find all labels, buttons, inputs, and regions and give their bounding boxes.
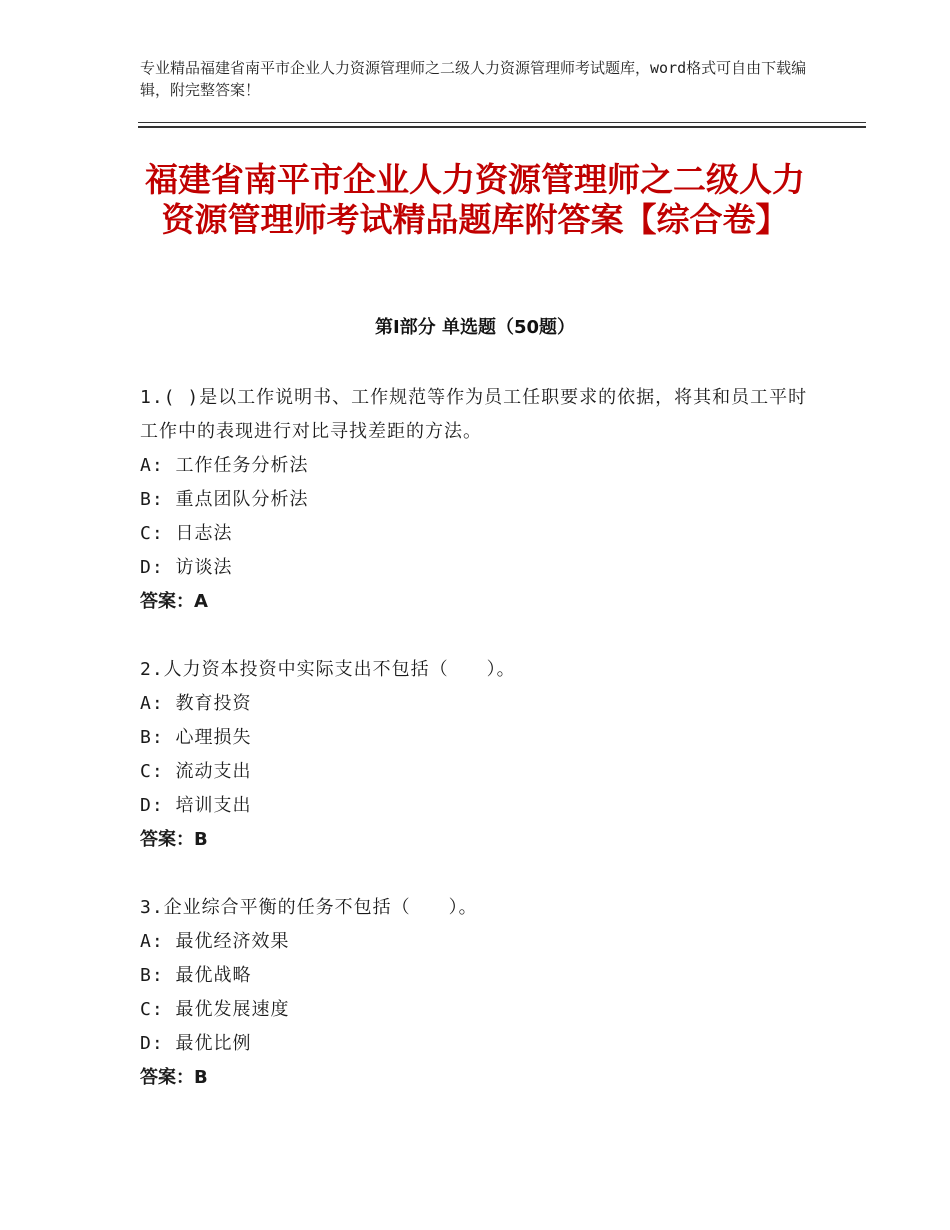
option-c: C: 流动支出 xyxy=(140,761,252,782)
question-list xyxy=(140,381,820,1129)
option-b: B: 最优战略 xyxy=(140,965,252,986)
option-d: D: 培训支出 xyxy=(140,795,252,816)
option-d: D: 最优比例 xyxy=(140,1033,252,1054)
answer-line: 答案：B xyxy=(140,829,208,850)
document-title: 福建省南平市企业人力资源管理师之二级人力资源管理师考试精品题库附答案【综合卷】 xyxy=(145,160,805,239)
option-c: C: 日志法 xyxy=(140,523,233,544)
option-b: B: 重点团队分析法 xyxy=(140,489,309,510)
header-note: 专业精品福建省南平市企业人力资源管理师之二级人力资源管理师考试题库，word格式可自由下载编辑，附完整答案！ xyxy=(140,59,807,99)
question-stem: 3.企业综合平衡的任务不包括（ ）。 xyxy=(140,897,478,918)
question-item xyxy=(140,381,820,619)
answer-line: 答案：B xyxy=(140,1067,208,1088)
option-a: A: 最优经济效果 xyxy=(140,931,290,952)
question-stem: 2.人力资本投资中实际支出不包括（ ）。 xyxy=(140,659,516,680)
option-b: B: 心理损失 xyxy=(140,727,252,748)
option-a: A: 教育投资 xyxy=(140,693,252,714)
question-stem: 1.( )是以工作说明书、工作规范等作为员工任职要求的依据，将其和员工平时工作中的表现进行对比寻找差距的方法。 xyxy=(140,387,808,442)
header-divider-thick xyxy=(138,126,866,128)
option-c: C: 最优发展速度 xyxy=(140,999,290,1020)
answer-line: 答案：A xyxy=(140,591,208,612)
section-title: 第Ⅰ部分 单选题（50题） xyxy=(374,317,575,338)
question-item xyxy=(140,891,820,1095)
option-a: A: 工作任务分析法 xyxy=(140,455,309,476)
option-d: D: 访谈法 xyxy=(140,557,233,578)
header-divider-thin xyxy=(138,122,866,123)
question-item xyxy=(140,653,820,857)
